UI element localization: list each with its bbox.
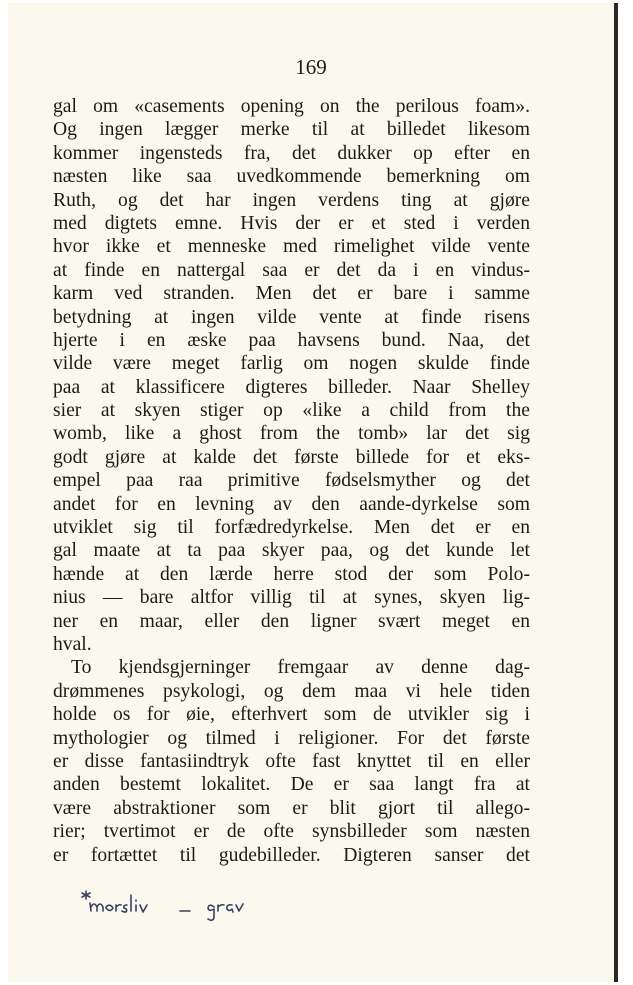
text-line: sier at skyen stiger op «like a child from the — [53, 400, 530, 422]
text-line: nius — bare altfor villig til at synes, skyen lig- — [53, 587, 530, 609]
text-line: betydning at ingen vilde vente at finde risens — [53, 306, 530, 328]
text-line: womb, like a ghost from the tomb» lar det sig — [53, 423, 530, 445]
text-line: gal om «casements opening on the perilous foam». — [53, 96, 530, 117]
text-line: utviklet sig til forfædredyrkelse. Men det er en — [53, 517, 530, 539]
text-line: holde os for øie, efterhvert som de utvikler sig i — [53, 704, 530, 726]
text-line: vilde være meget farlig om nogen skulde finde — [53, 353, 530, 375]
text-line: paa at klassificere digteres billeder. Naar Shelley — [53, 376, 530, 398]
text-line: hænde at den lærde herre stod der som Polo- — [53, 563, 530, 585]
body-text — [53, 95, 530, 867]
handwritten-note — [68, 881, 308, 931]
text-line: rier; tvertimot er de ofte synsbilleder som næsten — [53, 821, 530, 843]
text-line: mythologier og tilmed i religioner. For det første — [53, 727, 530, 749]
text-line: empel paa raa primitive fødselsmyther og det — [53, 470, 530, 492]
text-line: gal maate at ta paa skyer paa, og det kunde let — [53, 540, 530, 562]
text-line: hvor ikke et menneske med rimelighet vilde vente — [53, 236, 530, 258]
text-line: godt gjøre at kalde det første billede for et eks- — [53, 446, 530, 468]
text-line: anden bestemt lokalitet. De er saa langt fra at — [53, 774, 530, 796]
page-number: 169 — [295, 55, 327, 79]
text-line: næsten like saa uvedkommende bemerkning om — [53, 166, 530, 188]
book-page — [8, 3, 618, 982]
text-line: drømmenes psykologi, og dem maa vi hele tiden — [53, 680, 530, 702]
text-line: ner en maar, eller den ligner svært meget en — [53, 610, 530, 632]
text-line: andet for en levning av den aande-dyrkelse som — [53, 493, 530, 515]
text-line: karm ved stranden. Men det er bare i samme — [53, 283, 530, 305]
text-line: kommer ingensteds fra, det dukker op efter en — [53, 142, 530, 164]
text-line: hjerte i en æske paa havsens bund. Naa, det — [53, 329, 530, 351]
text-line: at finde en nattergal saa er det da i en vindus- — [53, 259, 530, 281]
text-line: Ruth, og det har ingen verdens ting at gjøre — [53, 189, 530, 211]
text-line: Og ingen lægger merke til at billedet likesom — [53, 119, 530, 141]
text-line: er disse fantasiindtryk ofte fast knyttet til en eller — [53, 750, 530, 772]
text-line: er fortættet til gudebilleder. Digteren sanser det — [53, 844, 530, 866]
text-line: være abstraktioner som er blit gjort til allego- — [53, 797, 530, 819]
paragraph-first-line: To kjendsgjerninger fremgaar av denne dag- — [71, 657, 530, 679]
text-line: med digtets emne. Hvis der er et sted i verden — [53, 212, 530, 234]
text-line: hval. — [53, 633, 92, 655]
